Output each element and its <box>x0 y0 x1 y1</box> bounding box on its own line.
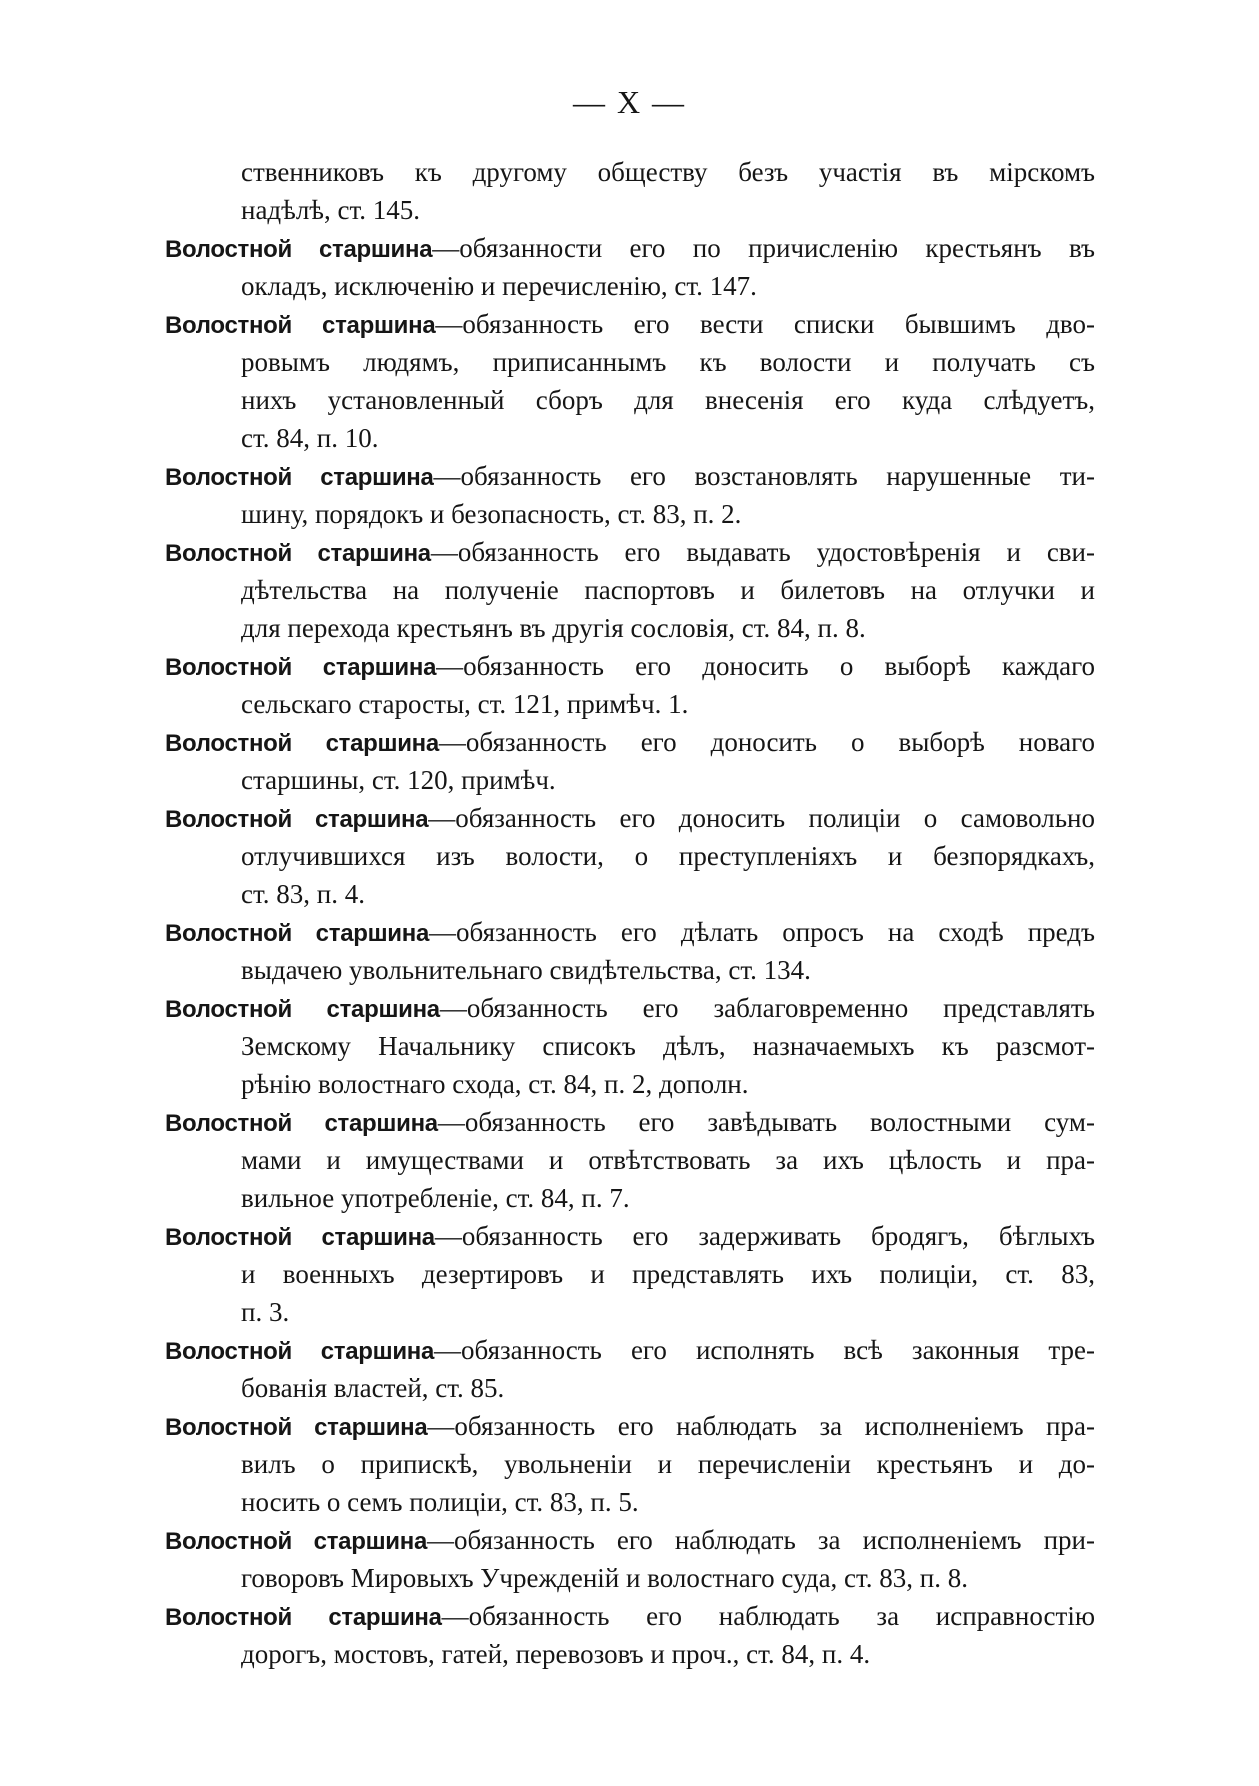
index-entry <box>165 229 1095 305</box>
entry-line <box>165 1407 1095 1445</box>
index-entry <box>165 457 1095 533</box>
entry-line: отлучившихся изъ волости, о преступленіяхъ и безпорядкахъ, <box>241 841 1095 871</box>
entry-line: дорогъ, мостовъ, гатей, перевозовъ и проч., ст. 84, п. 4. <box>241 1639 871 1669</box>
entry-line: вильное употребленіе, ст. 84, п. 7. <box>241 1183 630 1213</box>
entry-text: —обязанность его вести списки бывшимъ дво- <box>435 309 1095 339</box>
entry-line: и военныхъ дезертировъ и представлять ихъ полиціи, ст. 83, <box>241 1259 1095 1289</box>
index-entry <box>165 1103 1095 1217</box>
page-number: — X — <box>572 84 687 120</box>
entry-line: нихъ установленный сборъ для внесенія его куда слѣдуетъ, <box>241 385 1095 415</box>
index-entry <box>165 647 1095 723</box>
entry-heading: Волостной старшина <box>165 920 429 947</box>
entry-text: —обязанность его дѣлать опросъ на сходѣ предъ <box>429 917 1095 947</box>
entry-line: вилъ о припискѣ, увольненіи и перечисленіи крестьянъ и до- <box>241 1449 1095 1479</box>
entry-heading: Волостной старшина <box>165 806 429 833</box>
entry-line: ственниковъ къ другому обществу безъ участія въ мірскомъ <box>241 157 1095 187</box>
entry-text: —обязанность его наблюдать за исполненіемъ пра- <box>427 1411 1095 1441</box>
entry-line: носить о семъ полиціи, ст. 83, п. 5. <box>241 1487 639 1517</box>
entry-text: —обязанность его исполнять всѣ законныя тре- <box>434 1335 1095 1365</box>
index-entry <box>165 799 1095 913</box>
entry-text: —обязанность его завѣдывать волостными сум- <box>437 1107 1095 1137</box>
entry-line: выдачею увольнительнаго свидѣтельства, ст. 134. <box>241 955 811 985</box>
entry-line: п. 3. <box>241 1297 290 1327</box>
index-entry <box>165 913 1095 989</box>
index-entry <box>165 723 1095 799</box>
entry-line: для перехода крестьянъ въ другія сословія, ст. 84, п. 8. <box>241 613 866 643</box>
entry-line <box>165 305 1095 343</box>
entry-line <box>165 913 1095 951</box>
entry-line <box>165 457 1095 495</box>
entry-line <box>165 533 1095 571</box>
entry-text: —обязанность его возстановлять нарушенные ти- <box>433 461 1095 491</box>
entry-heading: Волостной старшина <box>165 540 431 567</box>
entry-line <box>165 1103 1095 1141</box>
entry-line: старшины, ст. 120, примѣч. <box>241 765 556 795</box>
entry-heading: Волостной старшина <box>165 1528 427 1555</box>
entry-text: —обязанность его наблюдать за исполненіемъ при- <box>427 1525 1095 1555</box>
entry-line <box>165 1597 1095 1635</box>
entry-line: бованія властей, ст. 85. <box>241 1373 505 1403</box>
entry-text: —обязанность его доносить о выборѣ новаго <box>438 727 1095 757</box>
entry-text: —обязанности его по причисленію крестьянъ въ <box>432 233 1095 263</box>
entry-line: рѣнію волостнаго схода, ст. 84, п. 2, дополн. <box>241 1069 749 1099</box>
entry-line <box>165 799 1095 837</box>
entry-line: дѣтельства на полученіе паспортовъ и билетовъ на отлучки и <box>241 575 1095 605</box>
entry-line: говоровъ Мировыхъ Учрежденій и волостнаго суда, ст. 83, п. 8. <box>241 1563 969 1593</box>
entry-text: —обязанность его наблюдать за исправностію <box>441 1601 1095 1631</box>
entry-line: надѣлѣ, ст. 145. <box>241 195 420 225</box>
entry-heading: Волостной старшина <box>165 1604 442 1631</box>
index-entry <box>165 989 1095 1103</box>
entry-text: —обязанность его доносить о выборѣ каждаго <box>436 651 1095 681</box>
entry-line <box>165 1217 1095 1255</box>
entry-heading: Волостной старшина <box>165 654 437 681</box>
entry-line: ровымъ людямъ, приписаннымъ къ волости и получать съ <box>241 347 1095 377</box>
entry-heading: Волостной старшина <box>165 236 433 263</box>
index-entries <box>165 153 1095 1673</box>
entry-text: —обязанность его выдавать удостовѣренія и сви- <box>430 537 1095 567</box>
entry-line: Земскому Начальнику списокъ дѣлъ, назначаемыхъ къ разсмот- <box>241 1031 1095 1061</box>
entry-line <box>165 1521 1095 1559</box>
entry-text: —обязанность его задерживать бродягъ, бѣглыхъ <box>434 1221 1095 1251</box>
index-entry <box>165 1331 1095 1407</box>
entry-line: ст. 84, п. 10. <box>241 423 379 453</box>
entry-text: —обязанность его доносить полиціи о самовольно <box>428 803 1095 833</box>
entry-heading: Волостной старшина <box>165 1224 435 1251</box>
entry-line: сельскаго старосты, ст. 121, примѣч. 1. <box>241 689 689 719</box>
entry-line <box>165 229 1095 267</box>
entry-heading: Волостной старшина <box>165 1110 438 1137</box>
entry-line: ст. 83, п. 4. <box>241 879 365 909</box>
index-entry <box>165 1597 1095 1673</box>
index-entry <box>165 1521 1095 1597</box>
index-entry <box>165 305 1095 457</box>
entry-heading: Волостной старшина <box>165 1414 428 1441</box>
index-entry <box>165 1217 1095 1331</box>
entry-line <box>165 1331 1095 1369</box>
entry-heading: Волостной старшина <box>165 312 436 339</box>
entry-line: шину, порядокъ и безопасность, ст. 83, п. 2. <box>241 499 742 529</box>
entry-heading: Волостной старшина <box>165 1338 435 1365</box>
entry-line: мами и имуществами и отвѣтствовать за ихъ цѣлость и пра- <box>241 1145 1095 1175</box>
entry-line <box>165 723 1095 761</box>
index-entry <box>165 533 1095 647</box>
entry-heading: Волостной старшина <box>165 464 434 491</box>
entry-line <box>165 989 1095 1027</box>
entry-line <box>165 647 1095 685</box>
entry-line: окладъ, исключенію и перечисленію, ст. 147. <box>241 271 757 301</box>
index-entry <box>165 153 1095 229</box>
entry-heading: Волостной старшина <box>165 730 439 757</box>
entry-heading: Волостной старшина <box>165 996 440 1023</box>
index-entry <box>165 1407 1095 1521</box>
entry-text: —обязанность его заблаговременно представлять <box>439 993 1095 1023</box>
